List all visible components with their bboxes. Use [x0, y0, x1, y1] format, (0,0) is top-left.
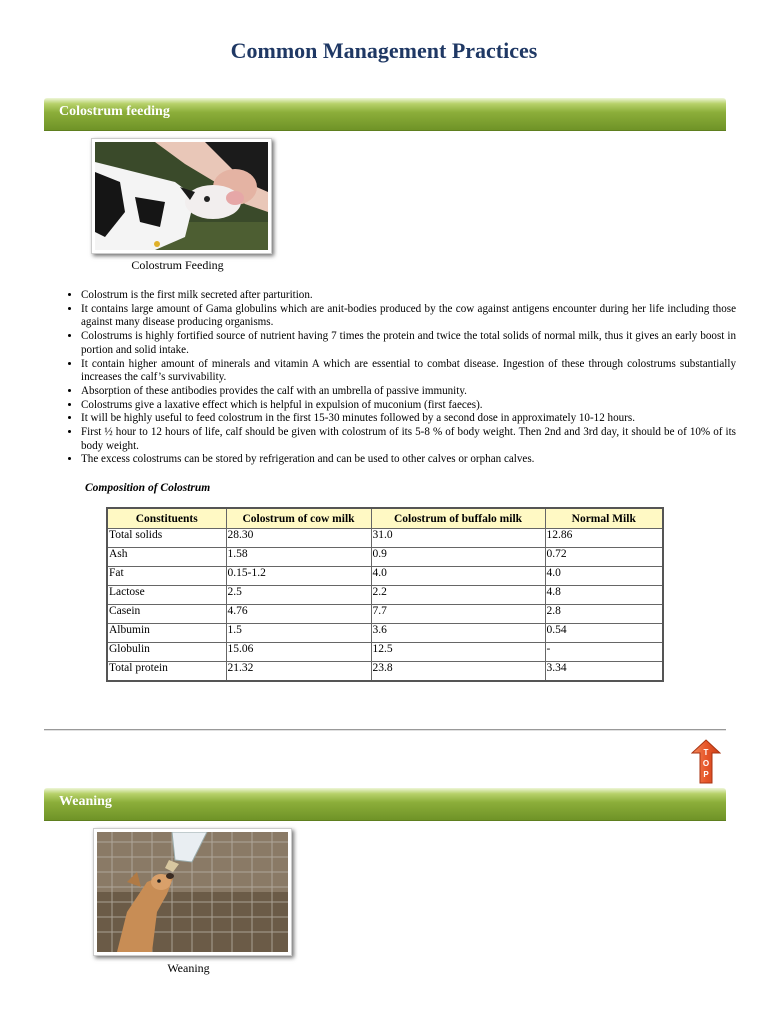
table-header-row [107, 508, 663, 529]
colostrum-facts-list [62, 289, 736, 467]
list-item: • It contain higher amount of minerals and vitamin A which are essential to combat disease. Ingestion of these through colostrums substantially increases the calf’s survivability. [81, 358, 736, 385]
table-cell: 21.32 [226, 662, 371, 682]
table-cell: Globulin [107, 643, 226, 662]
weaning-photo [93, 828, 292, 956]
table-row [107, 586, 663, 605]
section-heading: Colostrum feeding [59, 104, 170, 119]
table-cell: - [545, 643, 663, 662]
top-letter: O [702, 759, 710, 768]
composition-table [106, 507, 664, 682]
table-row [107, 529, 663, 548]
section-header-weaning [44, 788, 726, 820]
table-cell: Lactose [107, 586, 226, 605]
table-cell: 31.0 [371, 529, 545, 548]
list-item: • The excess colostrums can be stored by refrigeration and can be used to other calves or orphan calves. [81, 453, 736, 467]
up-arrow-icon [691, 739, 721, 785]
list-item: • First ½ hour to 12 hours of life, calf should be given with colostrum of its 5-8 % of body weight. Then 2nd and 3rd day, it should be of 10% of its body weight. [81, 426, 736, 453]
table-cell: Fat [107, 567, 226, 586]
top-letter: P [703, 770, 709, 779]
table-cell: 0.9 [371, 548, 545, 567]
table-row [107, 605, 663, 624]
table-cell: 0.15-1.2 [226, 567, 371, 586]
section-divider [44, 729, 726, 731]
list-item: • Absorption of these antibodies provides the calf with an umbrella of passive immunity. [81, 385, 736, 399]
table-cell: Total protein [107, 662, 226, 682]
list-item: • It contains large amount of Gama globulins which are anit-bodies produced by the cow against antigens encounter during her life including those against many disease producing organisms. [81, 303, 736, 330]
table-cell: 2.2 [371, 586, 545, 605]
table-cell: 4.0 [371, 567, 545, 586]
list-item: • Colostrums is highly fortified source of nutrient having 7 times the protein and twice the total solids of normal milk, thus it gives an early boost in portion and solid intake. [81, 330, 736, 357]
table-cell: 23.8 [371, 662, 545, 682]
table-cell: 3.6 [371, 624, 545, 643]
back-to-top-button[interactable] [691, 739, 721, 785]
section-header-colostrum [44, 98, 726, 130]
table-cell: Total solids [107, 529, 226, 548]
table-row [107, 548, 663, 567]
table-row [107, 567, 663, 586]
table-cell: 1.58 [226, 548, 371, 567]
list-item: • It will be highly useful to feed colostrum in the first 15-30 minutes followed by a second dose in approximately 10-12 hours. [81, 412, 736, 426]
list-item: • Colostrums give a laxative effect which is helpful in expulsion of muconium (first faeces). [81, 399, 736, 413]
column-header: Constituents [107, 508, 226, 529]
table-cell: 2.8 [545, 605, 663, 624]
photo-caption: Weaning [167, 961, 210, 975]
table-cell: 4.8 [545, 586, 663, 605]
table-cell: 15.06 [226, 643, 371, 662]
table-row [107, 624, 663, 643]
table-row [107, 643, 663, 662]
table-cell: Ash [107, 548, 226, 567]
table-cell: 2.5 [226, 586, 371, 605]
column-header: Colostrum of cow milk [226, 508, 371, 529]
top-letter: T [703, 748, 709, 757]
list-item: • Colostrum is the first milk secreted after parturition. [81, 289, 736, 303]
table-cell: 1.5 [226, 624, 371, 643]
colostrum-feeding-photo [91, 138, 272, 254]
column-header: Normal Milk [545, 508, 663, 529]
table-cell: 3.34 [545, 662, 663, 682]
table-cell: 7.7 [371, 605, 545, 624]
table-row [107, 662, 663, 682]
table-cell: 4.0 [545, 567, 663, 586]
table-cell: Casein [107, 605, 226, 624]
section-heading: Weaning [59, 794, 112, 809]
table-cell: 4.76 [226, 605, 371, 624]
table-cell: 0.54 [545, 624, 663, 643]
page-title: Common Management Practices [230, 38, 538, 63]
photo-caption: Colostrum Feeding [131, 258, 224, 272]
table-cell: 28.30 [226, 529, 371, 548]
table-title: Composition of Colostrum [85, 482, 211, 494]
table-cell: 12.86 [545, 529, 663, 548]
table-cell: 12.5 [371, 643, 545, 662]
column-header: Colostrum of buffalo milk [371, 508, 545, 529]
table-cell: 0.72 [545, 548, 663, 567]
table-cell: Albumin [107, 624, 226, 643]
